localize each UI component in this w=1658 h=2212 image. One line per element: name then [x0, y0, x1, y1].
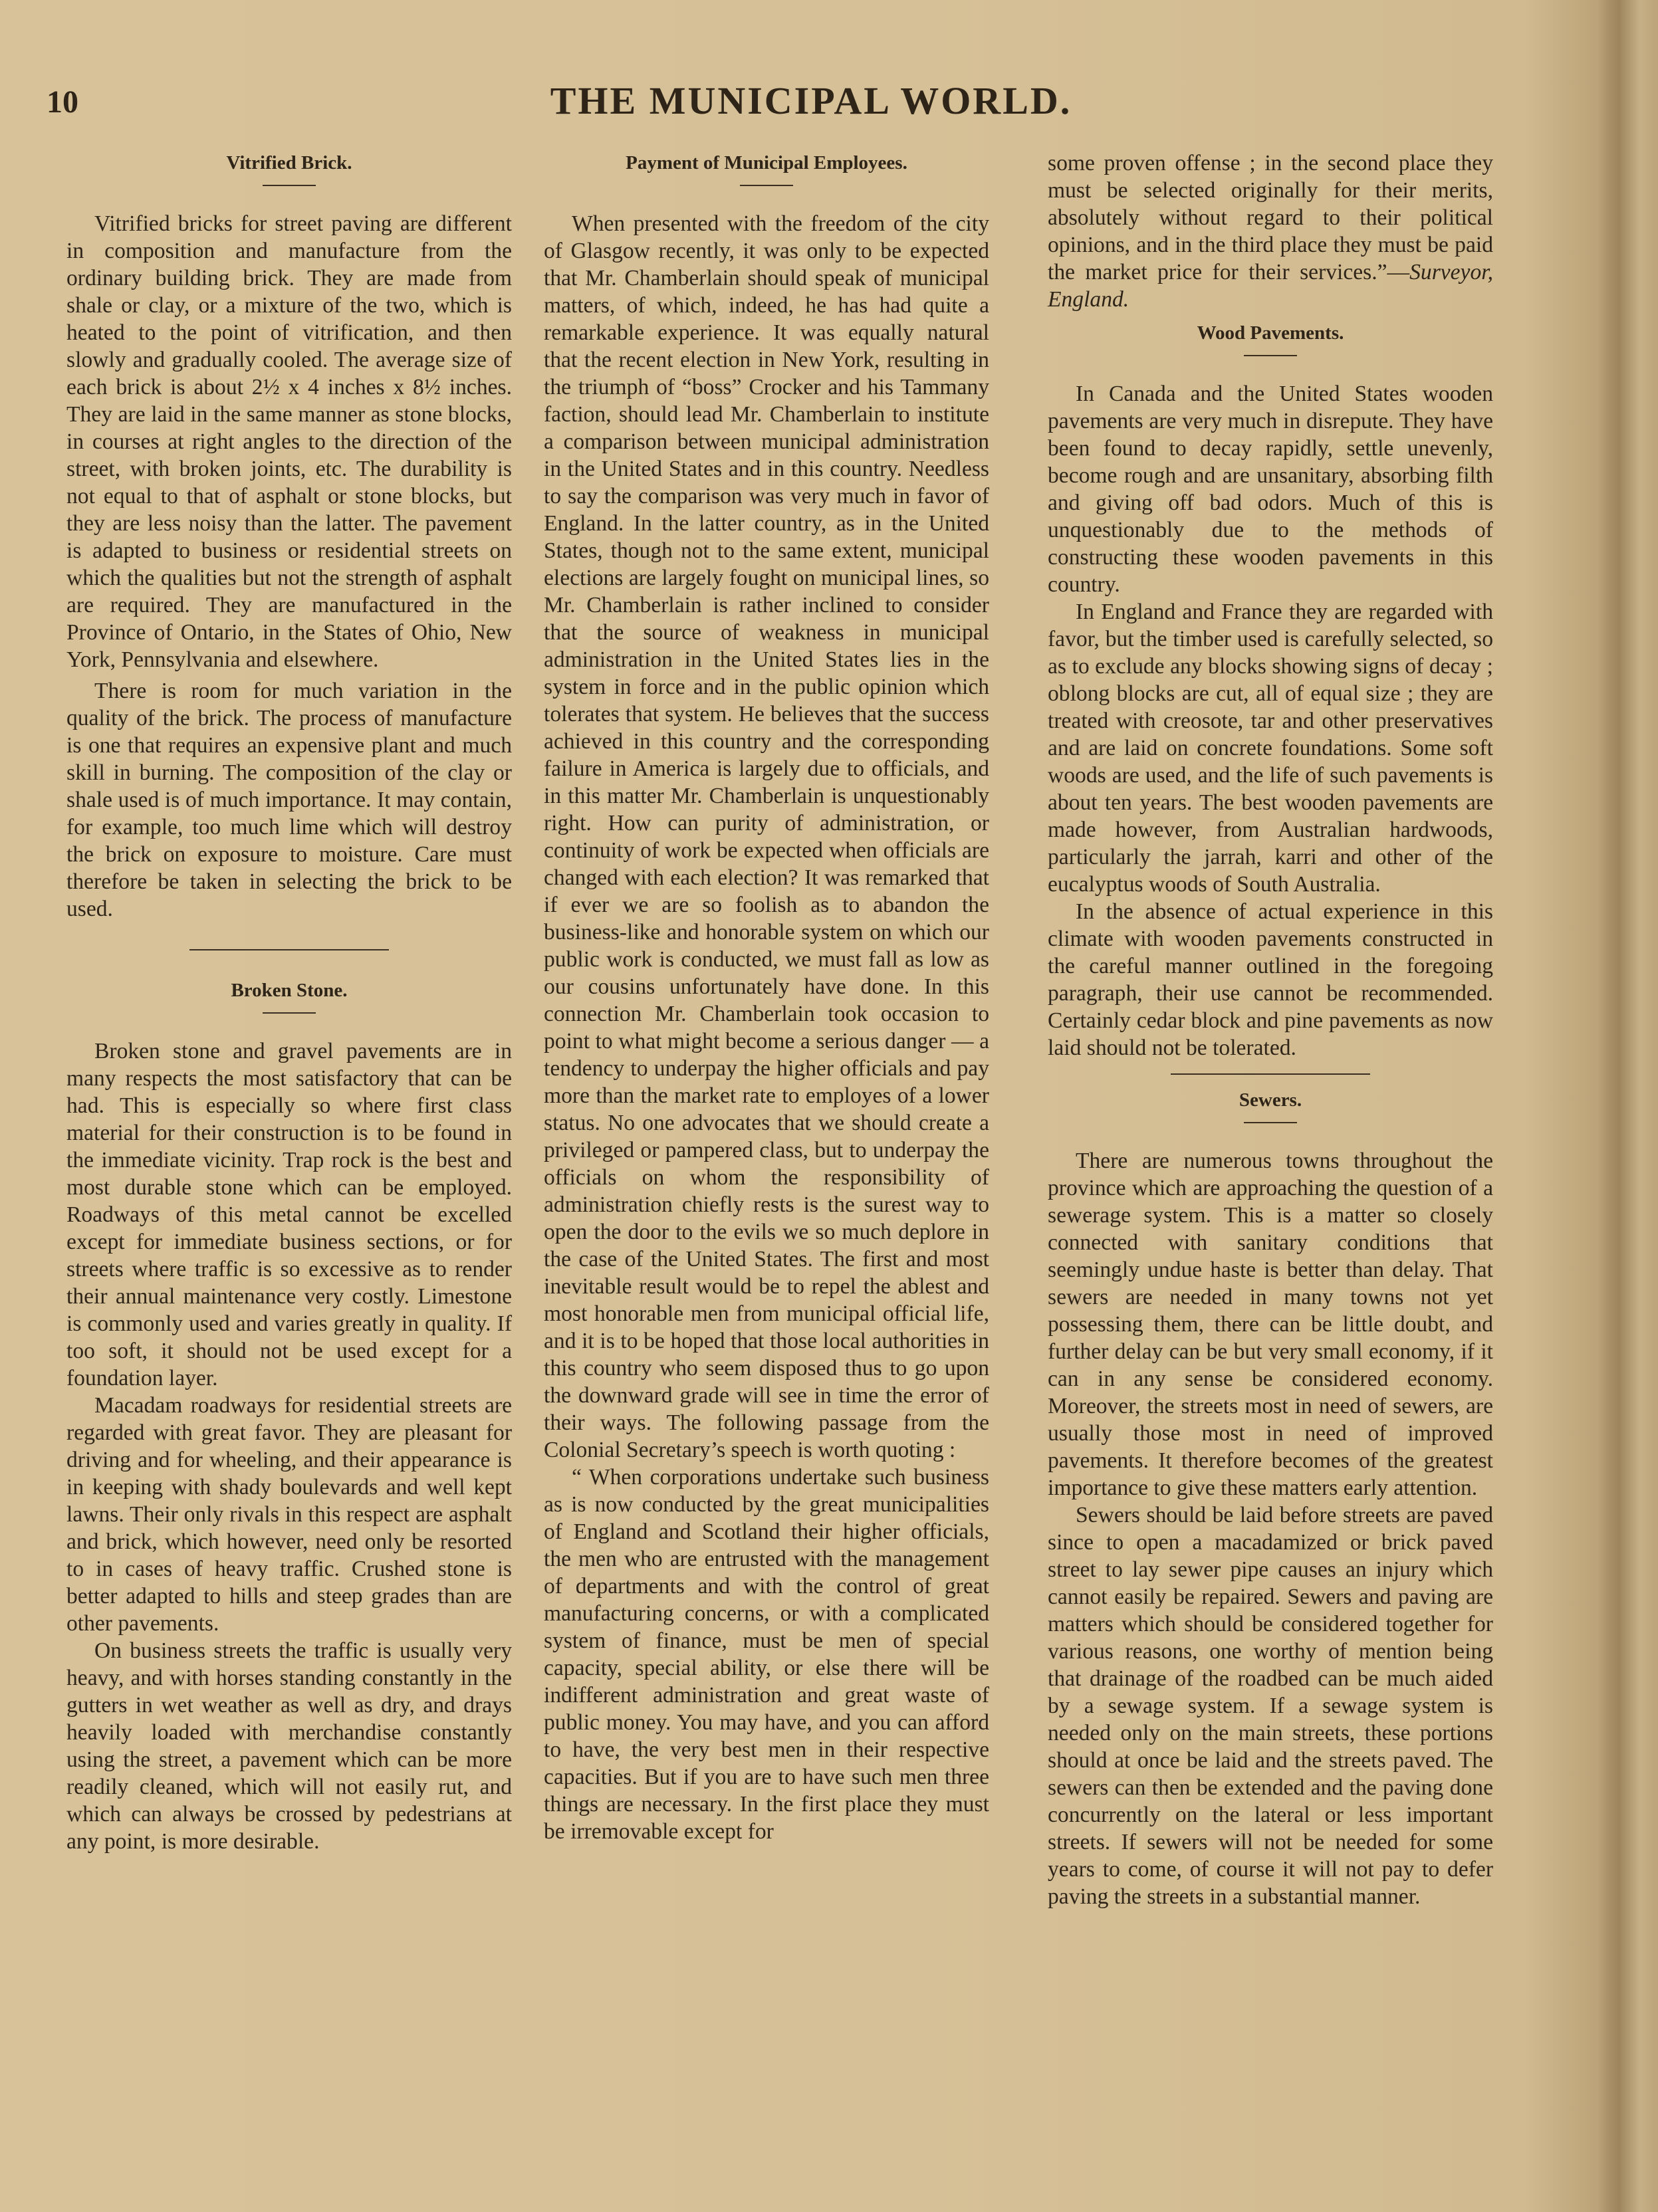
column-3 [1048, 150, 1493, 1910]
quote-continuation [1048, 150, 1493, 313]
heading-rule [1244, 1122, 1297, 1123]
page-edge-shadow [1598, 0, 1658, 2212]
sewers-paragraph-1: There are numerous towns throughout the province which are approaching the question of a sewerage system. This is a matter so closely connected with sanitary conditions that seemingly undue haste is better than delay. That sewers are needed in many towns not yet possessing them, there can be little doubt, and further delay can be but very small economy, if it can in any sense be considered economy. Moreover, the streets most in need of sewers, are usually those most in need of improved pavements. It therefore becomes of the greatest importance to give these matters early attention. [1048, 1149, 1493, 1500]
quote-source: Surveyor, England. [1048, 260, 1493, 312]
payment-paragraph-1: When presented with the freedom of the city of Glasgow recently, it was only to be expected that Mr. Chamberlain should speak of municipal matters, of which, indeed, he has had quite a remarkable experience. It was equally natural that the recent election in New York, resulting in the triumph of “boss” Crocker and his Tammany faction, should lead Mr. Chamberlain to institute a comparison between municipal administration in the United States and in this country. Needless to say the comparison was very much in favor of England. In the latter country, as in the United States, though not to the same extent, municipal elections are largely fought on municipal lines, so Mr. Chamberlain is rather inclined to consider that the source of weakness in municipal administration in the United States lies in the system in force and in the public opinion which tolerates that system. He believes that the success achieved in this country and the corresponding failure in America is largely due to officials, and in this matter Mr. Chamberlain is unquestionably right. How can purity of administration, or continuity of work be expected when officials are changed with each election? It was remarked that if ever we are so foolish as to abandon the business-like and honorable system on which our public work is conducted, we must fall as low as our cousins unfortunately have done. In this connection Mr. Chamberlain took occasion to point to what might become a serious danger — a tendency to underpay the higher officials and pay more than the market rate to employes of a lower status. No one advocates that we should create a privileged or pampered class, but to underpay the officials on whom the responsibility of administration chiefly rests is the surest way to open the door to the evils we so much deplore in the case of the United States. The first and most inevitable result would be to repel the ablest and most honorable men from municipal official life, and it is to be hoped that those local authorities in this country who seem disposed thus to go upon the downward grade will see in time the error of their ways. The following passage from the Colonial Secretary’s speech is worth quoting : [544, 211, 989, 1462]
quote-continuation-text: some proven offense ; in the second place they must be selected originally for their merits, absolutely without regard to their political opinions, and in the third place they must be paid the market price for their services.”— [1048, 151, 1493, 284]
broken-stone-paragraph-1: Broken stone and gravel pavements are in many respects the most satisfactory that can be had. This is especially so where first class material for their construction is to be found in the immediate vicinity. Trap rock is the best and most durable stone which can be employed. Roadways of this metal cannot be excelled except for immediate business sections, or for streets where traffic is so excessive as to render their annual maintenance very costly. Limestone is commonly used and varies greatly in quality. If too soft, it should not be used except for a foundation layer. [66, 1039, 512, 1390]
page-number: 10 [47, 84, 78, 120]
sewers-paragraph-2: Sewers should be laid before streets are paved since to open a macadamized or brick paved street to lay sewer pipe causes an injury which cannot easily be repaired. Sewers and paving are matters which should be considered together for various reasons, one worthy of mention being that drainage of the roadbed can be much aided by a sewage system. If a sewage system is needed only on the main streets, these portions should at once be laid and the streets paved. The sewers can then be extended and the paving done concurrently on the lateral or less important streets. If sewers will not be needed for some years to come, of course it will not pay to defer paving the streets in a substantial manner. [1048, 1503, 1493, 1909]
heading-sewers: Sewers. [1239, 1089, 1302, 1111]
masthead-title: THE MUNICIPAL WORLD. [550, 79, 1072, 122]
heading-rule [1244, 355, 1297, 356]
vitrified-paragraph-2: There is room for much variation in the quality of the brick. The process of manufacture is one that requires an expensive plant and much skill in burning. The composition of the clay or shale used is of much importance. It may contain, for example, too much lime which will destroy the brick on exposure to moisture. Care must therefore be taken in selecting the brick to be used. [66, 679, 512, 921]
heading-rule [740, 185, 793, 186]
heading-rule [263, 1012, 316, 1014]
heading-broken-stone: Broken Stone. [231, 980, 348, 1001]
heading-rule [263, 185, 316, 186]
broken-stone-paragraph-2: Macadam roadways for residential streets are regarded with great favor. They are pleasant for driving and for wheeling, and their appearance is in keeping with shady boulevards and well kept lawns. Their only rivals in this respect are asphalt and brick, which however, need only be resorted to in cases of heavy traffic. Crushed stone is better adapted to hills and steep grades than are other pavements. [66, 1393, 512, 1636]
heading-wood-pavements: Wood Pavements. [1197, 322, 1344, 344]
page-header [47, 78, 1576, 138]
broken-stone-paragraph-3: On business streets the traffic is usually very heavy, and with horses standing constantly in the gutters in wet weather as well as dry, and drays heavily loaded with merchandise constantly using the street, a pavement which can be more readily cleaned, which will not easily rut, and which can always be crossed by pedestrians at any point, is more desirable. [66, 1638, 512, 1854]
wood-paragraph-1: In Canada and the United States wooden pavements are very much in disrepute. They have been found to decay rapidly, settle unevenly, become rough and are unsanitary, absorbing filth and giving off bad odors. Much of this is unquestionably due to the methods of constructing these wooden pavements in this country. [1048, 382, 1493, 597]
heading-vitrified-brick: Vitrified Brick. [226, 152, 352, 173]
wood-paragraph-3: In the absence of actual experience in this climate with wooden pavements constructed in the careful manner outlined in the foregoing paragraph, their use cannot be recommended. Certainly cedar block and pine pavements as now laid should not be tolerated. [1048, 899, 1493, 1060]
column-2 [544, 150, 989, 1845]
payment-quote-paragraph: “ When corporations undertake such business as is now conducted by the great municipalities of England and Scotland their higher officials, the men who are entrusted with the management of departments and with the control of great manufacturing concerns, or with a complicated system of finance, must be men of special capacity, special ability, or else there will be indifferent administration and great waste of public money. You may have, and you can afford to have, the very best men in their respective capacities. But if you are to have such men three things are necessary. In the first place they must be irremovable except for [544, 1465, 989, 1844]
wood-paragraph-2: In England and France they are regarded with favor, but the timber used is carefully selected, so as to exclude any blocks showing signs of decay ; oblong blocks are cut, all of equal size ; they are treated with creosote, tar and other preservatives and are laid on concrete foundations. Some soft woods are used, and the life of such pavements is about ten years. The best wooden pavements are made however, from Australian hardwoods, particularly the jarrah, karri and other of the eucalyptus woods of South Australia. [1048, 600, 1493, 897]
heading-payment-municipal-employees: Payment of Municipal Employees. [626, 152, 907, 173]
column-1 [66, 150, 512, 1855]
vitrified-paragraph-1: Vitrified bricks for street paving are different in composition and manufacture from the ordinary building brick. They are made from shale or clay, or a mixture of the two, which is heated to the point of vitrification, and then slowly and gradually cooled. The average size of each brick is about 2½ x 4 inches x 8½ inches. They are laid in the same manner as stone blocks, in courses at right angles to the direction of the street, with broken joints, etc. The durability is not equal to that of asphalt or stone blocks, but they are less noisy than the latter. The pavement is adapted to business or residential streets on which the qualities but not the strength of asphalt are required. They are manufactured in the Province of Ontario, in the States of Ohio, New York, Pennsylvania and elsewhere. [66, 211, 512, 672]
